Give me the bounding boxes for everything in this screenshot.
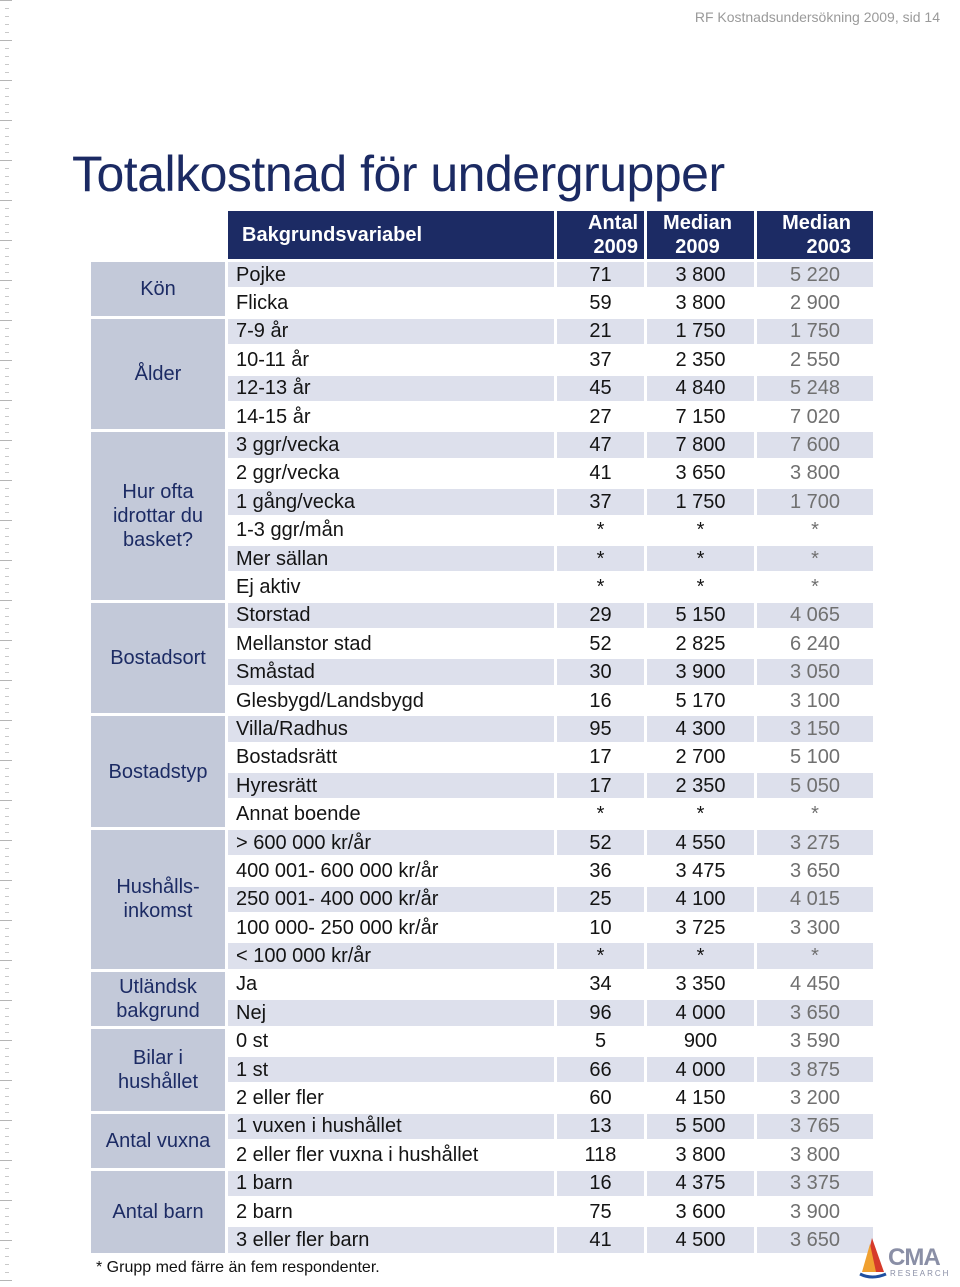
median-2003-cell: 3 150 [757,716,873,741]
table-row [91,262,873,287]
row-label: 7-9 år [228,319,554,344]
antal-2009-cell: 29 [557,603,644,628]
header-antal-year: 2009 [593,236,638,258]
median-2003-cell: 3 800 [757,461,873,486]
antal-2009-cell: 45 [557,376,644,401]
row-label: 1 vuxen i hushållet [228,1114,554,1139]
row-label: Glesbygd/Landsbygd [228,688,554,713]
row-label: 14-15 år [228,404,554,429]
antal-2009-cell: 60 [557,1085,644,1110]
median-2003-cell: 5 100 [757,745,873,770]
antal-2009-cell: 52 [557,631,644,656]
median-2009-cell: 4 300 [647,716,754,741]
antal-2009-cell: 21 [557,319,644,344]
median-2009-cell: 7 800 [647,432,754,457]
antal-2009-cell: 17 [557,745,644,770]
row-label: 1 st [228,1057,554,1082]
header-median09-label: Median [663,212,732,234]
median-2009-cell: 4 550 [647,830,754,855]
table-row [91,432,873,457]
group-label: Ålder [91,319,225,430]
cma-logo [858,1236,958,1282]
sail-logo-icon [858,1236,888,1282]
row-label: Nej [228,1000,554,1025]
antal-2009-cell: 59 [557,290,644,315]
row-label: Bostadsrätt [228,745,554,770]
median-2003-cell: 3 100 [757,688,873,713]
table-row [91,1171,873,1196]
antal-2009-cell: 95 [557,716,644,741]
table-row [91,1114,873,1139]
antal-2009-cell: 16 [557,688,644,713]
header-blank [91,211,225,259]
row-label: 1 gång/vecka [228,489,554,514]
antal-2009-cell: 75 [557,1199,644,1224]
median-2003-cell: * [757,574,873,599]
group-label: Hushålls- inkomst [91,830,225,969]
median-2009-cell: 900 [647,1029,754,1054]
antal-2009-cell: 47 [557,432,644,457]
median-2009-cell: 4 100 [647,887,754,912]
antal-2009-cell: 25 [557,887,644,912]
antal-2009-cell: 66 [557,1057,644,1082]
row-label: Ja [228,972,554,997]
median-2003-cell: * [757,943,873,968]
median-2009-cell: 3 900 [647,659,754,684]
row-label: 250 001- 400 000 kr/år [228,887,554,912]
cost-table [88,208,876,1256]
median-2009-cell: 4 840 [647,376,754,401]
header-median09-year: 2009 [675,236,720,258]
header-variable: Bakgrundsvariabel [228,211,554,259]
antal-2009-cell: 16 [557,1171,644,1196]
median-2009-cell: 3 725 [647,915,754,940]
row-label: < 100 000 kr/år [228,943,554,968]
antal-2009-cell: * [557,801,644,826]
antal-2009-cell: 17 [557,773,644,798]
median-2009-cell: 5 150 [647,603,754,628]
median-2009-cell: 3 800 [647,290,754,315]
header-antal-label: Antal [588,212,638,234]
median-2009-cell: 1 750 [647,319,754,344]
vertical-ruler [0,0,12,1285]
median-2003-cell: 4 065 [757,603,873,628]
median-2003-cell: 5 050 [757,773,873,798]
median-2009-cell: 4 150 [647,1085,754,1110]
row-label: Mer sällan [228,546,554,571]
median-2009-cell: 3 800 [647,1142,754,1167]
table-row [91,603,873,628]
row-label: 400 001- 600 000 kr/år [228,858,554,883]
row-label: 3 eller fler barn [228,1227,554,1252]
group-label: Antal vuxna [91,1114,225,1168]
group-label: Hur ofta idrottar du basket? [91,432,225,599]
median-2003-cell: 3 765 [757,1114,873,1139]
median-2009-cell: 4 375 [647,1171,754,1196]
median-2003-cell: 3 050 [757,659,873,684]
row-label: Flicka [228,290,554,315]
antal-2009-cell: 27 [557,404,644,429]
median-2003-cell: 3 590 [757,1029,873,1054]
median-2009-cell: 2 825 [647,631,754,656]
median-2003-cell: 3 650 [757,858,873,883]
median-2009-cell: 1 750 [647,489,754,514]
row-label: Storstad [228,603,554,628]
median-2003-cell: 3 275 [757,830,873,855]
group-label: Bostadstyp [91,716,225,827]
antal-2009-cell: 13 [557,1114,644,1139]
median-2009-cell: 5 500 [647,1114,754,1139]
table-row [91,716,873,741]
header-median03-year: 2003 [806,236,851,258]
row-label: 1 barn [228,1171,554,1196]
median-2009-cell: 4 000 [647,1000,754,1025]
median-2009-cell: 3 350 [647,972,754,997]
median-2009-cell: 2 700 [647,745,754,770]
group-label: Bilar i hushållet [91,1029,225,1111]
median-2003-cell: 3 875 [757,1057,873,1082]
row-label: Pojke [228,262,554,287]
median-2009-cell: 5 170 [647,688,754,713]
median-2003-cell: 3 650 [757,1227,873,1252]
median-2003-cell: 7 020 [757,404,873,429]
antal-2009-cell: 96 [557,1000,644,1025]
group-label: Utländsk bakgrund [91,972,225,1026]
row-label: Hyresrätt [228,773,554,798]
median-2009-cell: 3 600 [647,1199,754,1224]
row-label: 12-13 år [228,376,554,401]
median-2003-cell: 5 248 [757,376,873,401]
row-label: > 600 000 kr/år [228,830,554,855]
median-2003-cell: 2 550 [757,347,873,372]
median-2003-cell: 1 750 [757,319,873,344]
antal-2009-cell: 71 [557,262,644,287]
median-2009-cell: 2 350 [647,773,754,798]
median-2003-cell: 3 800 [757,1142,873,1167]
logo-subtext: RESEARCH [890,1269,951,1278]
group-label: Kön [91,262,225,316]
median-2009-cell: * [647,574,754,599]
antal-2009-cell: * [557,943,644,968]
antal-2009-cell: 37 [557,489,644,514]
median-2003-cell: 3 375 [757,1171,873,1196]
antal-2009-cell: * [557,518,644,543]
table-row [91,972,873,997]
median-2009-cell: 3 800 [647,262,754,287]
median-2009-cell: * [647,546,754,571]
median-2009-cell: 7 150 [647,404,754,429]
row-label: Ej aktiv [228,574,554,599]
table-body [91,262,873,1253]
median-2003-cell: 1 700 [757,489,873,514]
median-2009-cell: * [647,801,754,826]
row-label: 0 st [228,1029,554,1054]
page-title: Totalkostnad för undergrupper [72,146,725,202]
median-2003-cell: 6 240 [757,631,873,656]
table-header-row [91,211,873,259]
antal-2009-cell: 10 [557,915,644,940]
antal-2009-cell: 52 [557,830,644,855]
median-2009-cell: 4 500 [647,1227,754,1252]
row-label: Mellanstor stad [228,631,554,656]
row-label: 1-3 ggr/mån [228,518,554,543]
antal-2009-cell: 5 [557,1029,644,1054]
row-label: 3 ggr/vecka [228,432,554,457]
row-label: 2 barn [228,1199,554,1224]
row-label: 2 eller fler vuxna i hushållet [228,1142,554,1167]
page-header: RF Kostnadsundersökning 2009, sid 14 [694,9,940,25]
row-label: 10-11 år [228,347,554,372]
median-2003-cell: 3 650 [757,1000,873,1025]
header-median-2003 [757,211,873,259]
header-median-2009 [647,211,754,259]
median-2003-cell: 5 220 [757,262,873,287]
row-label: 100 000- 250 000 kr/år [228,915,554,940]
row-label: Annat boende [228,801,554,826]
footnote: * Grupp med färre än fem respondenter. [96,1259,380,1276]
median-2003-cell: * [757,546,873,571]
median-2003-cell: 3 200 [757,1085,873,1110]
antal-2009-cell: 41 [557,461,644,486]
median-2003-cell: * [757,518,873,543]
median-2003-cell: 3 300 [757,915,873,940]
median-2009-cell: 2 350 [647,347,754,372]
table-row [91,319,873,344]
row-label: Småstad [228,659,554,684]
antal-2009-cell: 36 [557,858,644,883]
logo-text: CMA [888,1244,940,1271]
median-2009-cell: * [647,518,754,543]
median-2003-cell: * [757,801,873,826]
median-2003-cell: 2 900 [757,290,873,315]
median-2003-cell: 4 450 [757,972,873,997]
median-2003-cell: 3 900 [757,1199,873,1224]
row-label: Villa/Radhus [228,716,554,741]
row-label: 2 ggr/vecka [228,461,554,486]
table-row [91,1029,873,1054]
table-row [91,830,873,855]
median-2009-cell: 4 000 [647,1057,754,1082]
antal-2009-cell: * [557,546,644,571]
median-2003-cell: 7 600 [757,432,873,457]
antal-2009-cell: 118 [557,1142,644,1167]
antal-2009-cell: 41 [557,1227,644,1252]
header-median03-label: Median [782,212,851,234]
header-antal [557,211,644,259]
antal-2009-cell: 34 [557,972,644,997]
group-label: Antal barn [91,1171,225,1253]
group-label: Bostadsort [91,603,225,714]
antal-2009-cell: 37 [557,347,644,372]
median-2009-cell: * [647,943,754,968]
median-2009-cell: 3 650 [647,461,754,486]
median-2003-cell: 4 015 [757,887,873,912]
median-2009-cell: 3 475 [647,858,754,883]
antal-2009-cell: 30 [557,659,644,684]
antal-2009-cell: * [557,574,644,599]
row-label: 2 eller fler [228,1085,554,1110]
